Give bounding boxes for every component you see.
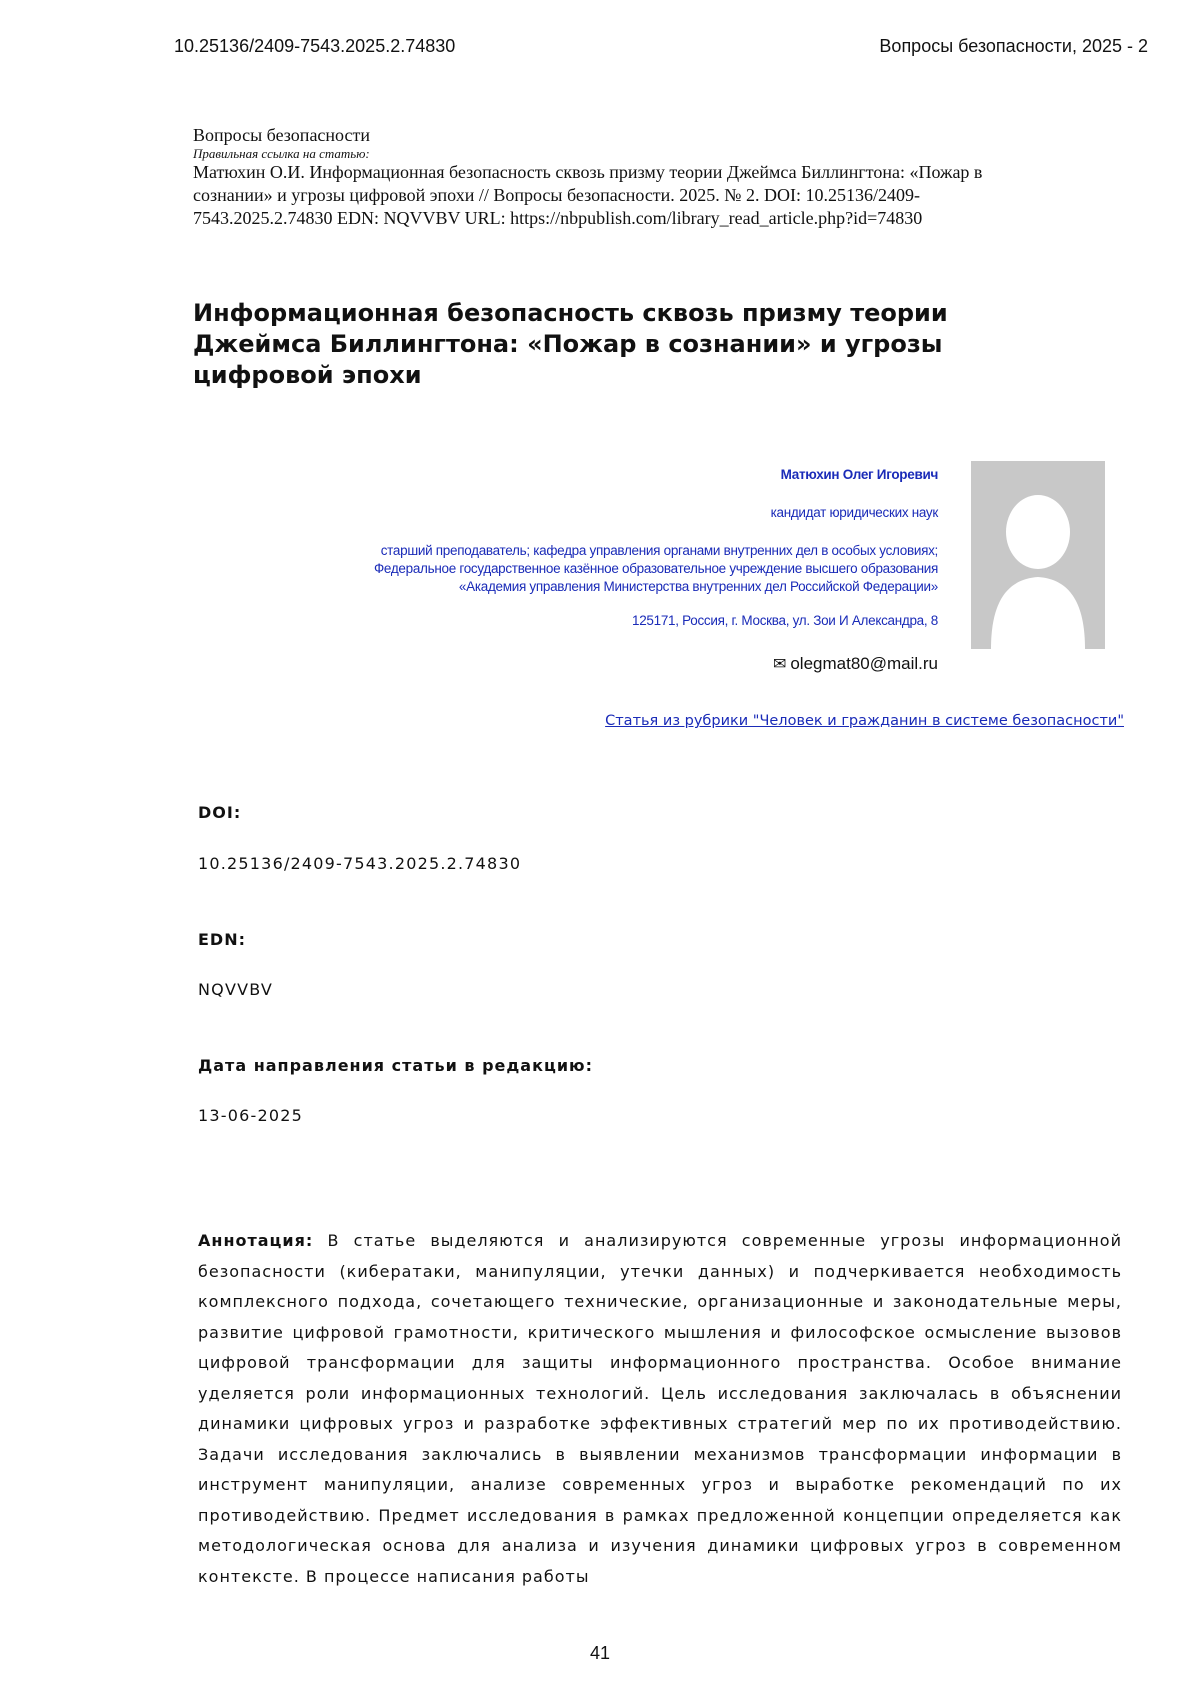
citation-label: Правильная ссылка на статью:: [193, 146, 370, 161]
author-email-row[interactable]: [238, 654, 938, 674]
article-title: [193, 298, 1093, 391]
edn-value: NQVVBV: [198, 980, 274, 999]
author-position-line: «Академия управления Министерства внутренних дел Российской Федерации»: [458, 579, 938, 594]
running-header-doi: 10.25136/2409-7543.2025.2.74830: [174, 36, 456, 56]
page-number: 41: [589, 1643, 611, 1663]
citation-line: сознании» и угрозы цифровой эпохи // Вопросы безопасности. 2025. № 2. DOI: 10.25136/2409-: [193, 185, 920, 205]
citation-text: [193, 161, 1073, 230]
avatar-placeholder-icon: [971, 461, 1105, 649]
author-photo: [971, 461, 1105, 649]
citation-block: [193, 124, 1073, 230]
rubric-link[interactable]: Статья из рубрики "Человек и гражданин в системе безопасности": [605, 713, 1124, 729]
author-email[interactable]: olegmat80@mail.ru: [790, 654, 938, 673]
article-title-line: Информационная безопасность сквозь призму теории: [193, 299, 948, 327]
abstract-label: Аннотация:: [198, 1231, 314, 1250]
abstract-text: В статье выделяются и анализируются современные угрозы информационной безопасности (кибератаки, манипуляции, утечки данных) и подчеркивается необходимость комплексного подхода, сочетающего технические, организационные и законодательные меры, развитие цифровой грамотности, критического мышления и философское осмысление вызовов цифровой трансформации для защиты информационного пространства. Особое внимание уделяется роли информационных технологий. Цель исследования заключалась в объяснении динамики цифровых угроз и разработке эффективных стратегий мер по их противодействию. Задачи исследования заключались в выявлении механизмов трансформации информации в инструмент манипуляции, анализе современных угроз и выработке рекомендаций по их противодействию. Предмет исследования в рамках предложенной концепции определяется как методологическая основа для анализа и изучения динамики цифровых угроз в современном контексте. В процессе написания работы: [198, 1231, 1122, 1586]
citation-line: 7543.2025.2.74830 EDN: NQVVBV URL: https://nbpublish.com/library_read_article.php?id=74830: [193, 208, 923, 228]
article-title-line: Джеймса Биллингтона: «Пожар в сознании» и угрозы: [193, 330, 943, 358]
author-position-line: Федеральное государственное казённое образовательное учреждение высшего образования: [373, 561, 938, 576]
envelope-icon: ✉: [772, 656, 787, 673]
edn-label: EDN:: [198, 930, 246, 949]
author-degree: кандидат юридических наук: [770, 505, 938, 520]
abstract: [198, 1226, 1122, 1592]
running-header-journal: Вопросы безопасности, 2025 - 2: [879, 36, 1148, 56]
doi-label: DOI:: [198, 803, 242, 822]
author-position: [238, 542, 938, 596]
author-address: 125171, Россия, г. Москва, ул. Зои И Александра, 8: [632, 613, 938, 628]
author-position-line: старший преподаватель; кафедра управления органами внутренних дел в особых условиях;: [380, 543, 938, 558]
submission-date-value: 13-06-2025: [198, 1106, 303, 1125]
article-title-line: цифровой эпохи: [193, 361, 422, 389]
citation-line: Матюхин О.И. Информационная безопасность сквозь призму теории Джеймса Биллингтона: «Пожар в: [193, 162, 983, 182]
citation-journal: Вопросы безопасности: [193, 125, 370, 145]
submission-date-label: Дата направления статьи в редакцию:: [198, 1056, 593, 1075]
author-name[interactable]: Матюхин Олег Игоревич: [780, 467, 938, 482]
doi-value: 10.25136/2409-7543.2025.2.74830: [198, 854, 522, 873]
